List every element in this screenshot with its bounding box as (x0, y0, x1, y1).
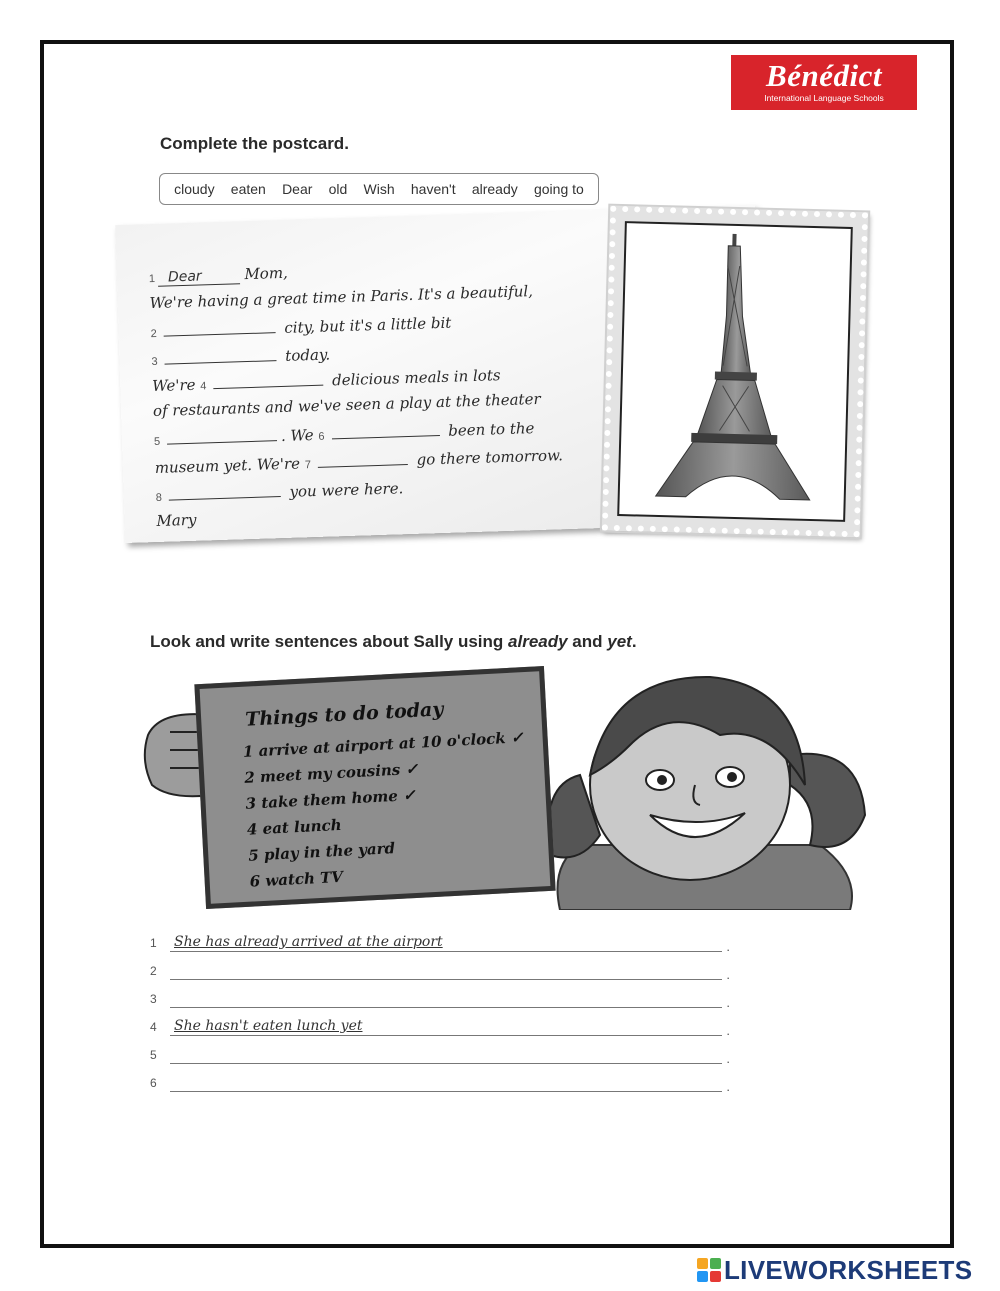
sign-title: Things to do today (244, 698, 444, 731)
answer-number: 4 (150, 1020, 157, 1034)
answer-row-6[interactable] (150, 1074, 730, 1094)
sign-item: 3 take them home ✓ (245, 785, 416, 813)
postcard-text: today. (284, 345, 331, 365)
benedict-logo (731, 55, 917, 110)
postcard-line-2 (149, 282, 533, 312)
liveworksheets-logo (697, 1255, 972, 1285)
girl-illustration (520, 665, 880, 910)
postcard-line-1 (149, 264, 289, 287)
answer-line (170, 1063, 722, 1064)
answer-row-5[interactable] (150, 1046, 730, 1066)
postcard-text: delicious meals in lots (331, 366, 501, 390)
sally-scene (140, 665, 880, 910)
answer-gap-5[interactable] (167, 426, 277, 444)
word-bank-item: Dear (282, 181, 313, 197)
logo-brand: Bénédict (766, 58, 882, 93)
sign-item: 5 play in the yard (247, 839, 396, 865)
answer-gap-3[interactable] (164, 346, 276, 365)
answer-number: 2 (150, 964, 157, 978)
postcard-line-5 (152, 365, 501, 395)
answer-period: . (726, 1023, 730, 1038)
answer-row-4[interactable] (150, 1018, 730, 1038)
answer-text: She hasn't eaten lunch yet (174, 1018, 363, 1034)
answer-line (170, 1091, 722, 1092)
answer-number: 5 (150, 1048, 157, 1062)
answer-gap-1[interactable]: Dear (158, 267, 240, 287)
eiffel-stamp (602, 206, 868, 538)
gap-number: 5 (153, 435, 161, 449)
answer-period: . (726, 1051, 730, 1066)
postcard-text: you were here. (289, 479, 404, 501)
sign-item: 1 arrive at airport at 10 o'clock ✓ (242, 728, 524, 761)
answer-number: 6 (150, 1076, 157, 1090)
gap-number: 7 (304, 459, 312, 472)
postcard-text: of restaurants and we've seen a play at the theater (152, 389, 541, 421)
gap-number: 2 (150, 327, 157, 341)
postcard-text: We're (151, 375, 196, 396)
gap-number: 6 (318, 430, 325, 443)
sign-item: 6 watch TV (249, 867, 344, 891)
answer-row-1[interactable] (150, 934, 730, 954)
answer-line (170, 1035, 722, 1036)
answer-number: 1 (150, 936, 157, 950)
answer-period: . (726, 967, 730, 982)
todo-sign (194, 666, 555, 909)
answer-number: 3 (150, 992, 157, 1006)
postcard-text: been to the (447, 419, 535, 440)
word-bank-item: haven't (410, 181, 456, 197)
answer-row-2[interactable] (150, 962, 730, 982)
heading-emphasis-yet: yet (607, 632, 632, 651)
answer-line (170, 1007, 722, 1008)
answer-period: . (726, 995, 730, 1010)
word-bank (159, 173, 599, 205)
word-bank-item: old (328, 181, 348, 197)
liveworksheets-brand: LIVEWORKSHEETS (724, 1254, 973, 1285)
logo-subtitle: International Language Schools (764, 93, 884, 103)
gap-number: 1 (148, 272, 156, 286)
answer-gap-6[interactable] (331, 421, 439, 439)
sign-item: 2 meet my cousins ✓ (243, 759, 419, 787)
postcard-text: Mom, (244, 263, 289, 284)
answer-gap-4[interactable] (213, 371, 323, 389)
word-bank-item: already (471, 181, 518, 197)
postcard-text: We're having a great time in Paris. It's a beautiful, (149, 282, 534, 313)
postcard-line-9 (155, 478, 403, 505)
gap-number: 3 (151, 355, 158, 369)
postcard-line-3 (150, 313, 451, 341)
postcard-line-8 (154, 445, 563, 477)
postcard-line-7 (154, 418, 535, 449)
section2-heading (150, 632, 637, 652)
postcard-text: city, but it's a little bit (284, 313, 452, 337)
postcard-text: . We (280, 426, 314, 446)
gap-number: 8 (155, 491, 163, 504)
eiffel-tower-illustration (619, 223, 842, 514)
word-bank-item: going to (533, 181, 584, 197)
answer-text: She has already arrived at the airport (174, 934, 443, 950)
word-bank-item: eaten (230, 181, 266, 197)
postcard-text: museum yet. We're (154, 454, 301, 477)
answer-line (170, 951, 722, 952)
heading-text: . (631, 632, 637, 651)
postcard-text: Mary (156, 510, 197, 530)
postcard-signature (156, 511, 196, 530)
liveworksheets-icon (697, 1258, 721, 1282)
heading-text: Look and write sentences about Sally using (150, 632, 509, 651)
answer-gap-8[interactable] (168, 482, 280, 501)
answer-period: . (726, 1079, 730, 1094)
word-bank-item: Wish (363, 181, 395, 197)
answer-period: . (726, 939, 730, 954)
postcard-line-6 (153, 390, 541, 420)
answer-gap-2[interactable] (163, 318, 275, 337)
heading-emphasis-already: already (508, 632, 568, 651)
word-bank-item: cloudy (174, 181, 215, 197)
answer-row-3[interactable] (150, 990, 730, 1010)
postcard-line-4 (151, 344, 330, 369)
gap-number: 4 (200, 380, 207, 393)
answer-gap-7[interactable] (318, 450, 408, 468)
postcard-text: go there tomorrow. (416, 446, 564, 469)
stamp-picture (617, 221, 853, 522)
section1-heading: Complete the postcard. (160, 134, 349, 153)
answer-line (170, 979, 722, 980)
sign-item: 4 eat lunch (246, 815, 343, 839)
heading-text: and (567, 632, 608, 651)
